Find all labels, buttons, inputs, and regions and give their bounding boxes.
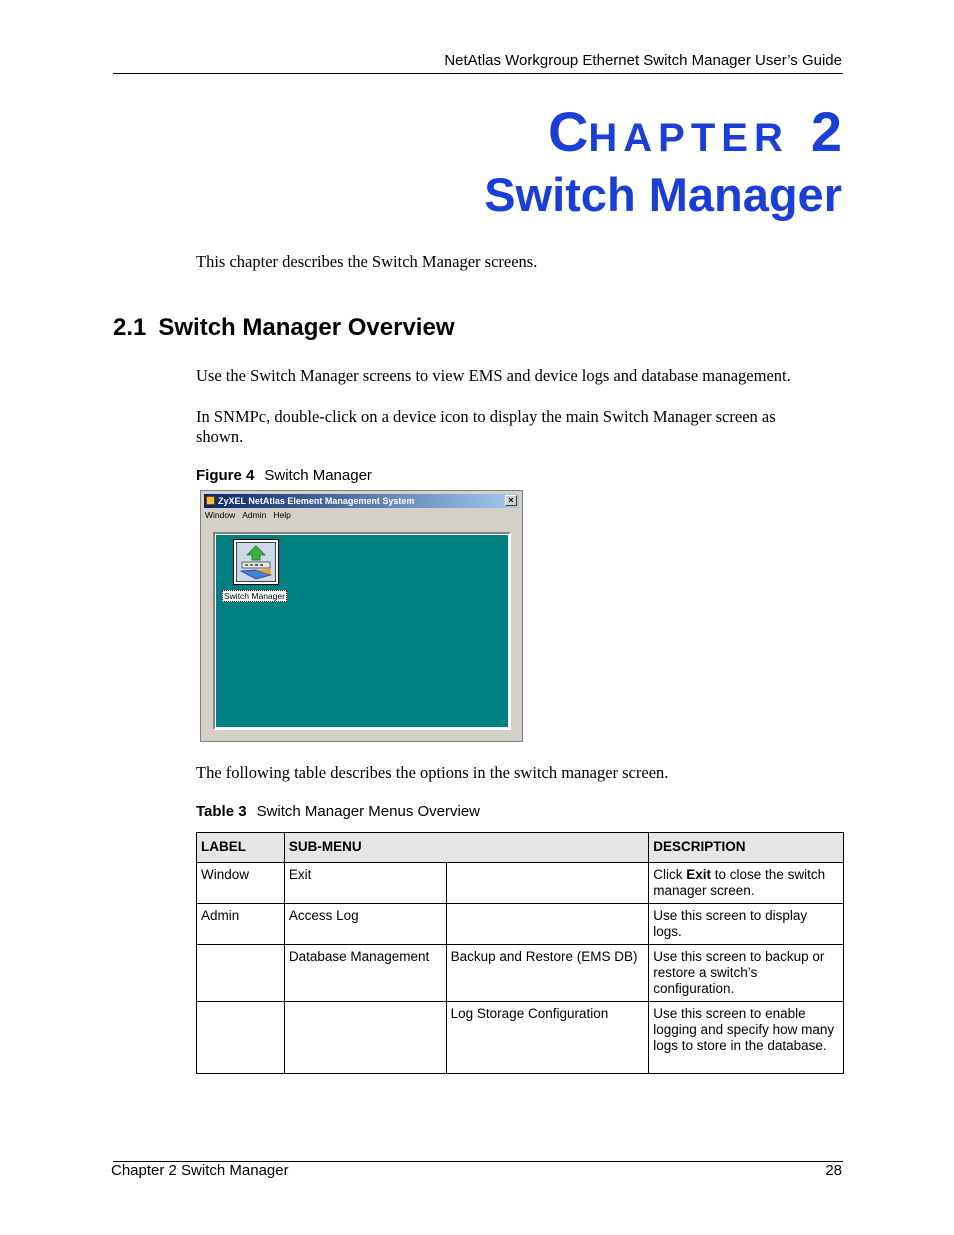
figure-caption xyxy=(196,466,372,486)
overview-paragraph-1: Use the Switch Manager screens to view EMS and device logs and database management. xyxy=(196,366,791,385)
switch-device-icon xyxy=(237,543,275,581)
cell-label xyxy=(197,1002,285,1074)
chapter-number: 2 xyxy=(810,100,842,163)
page-number: 28 xyxy=(825,1162,842,1179)
table-row xyxy=(197,945,844,1002)
header-rule xyxy=(113,73,843,74)
cell-description: Use this screen to backup or restore a switch’s configuration. xyxy=(649,945,844,1002)
cell-subsubmenu xyxy=(446,863,649,904)
chapter-word-rest: HAPTER xyxy=(588,116,789,160)
table-header-row xyxy=(197,833,844,863)
menu-window: Window xyxy=(205,510,236,520)
table-caption xyxy=(196,802,480,822)
cell-submenu: Access Log xyxy=(284,904,446,945)
switch-manager-screenshot xyxy=(200,490,523,742)
switch-manager-icon-label: Switch Manager xyxy=(224,591,285,601)
menus-overview-table xyxy=(196,832,844,1074)
cell-label: Window xyxy=(197,863,285,904)
table-row xyxy=(197,904,844,945)
header-description: DESCRIPTION xyxy=(649,833,844,863)
running-header: NetAtlas Workgroup Ethernet Switch Manager User’s Guide xyxy=(444,52,842,69)
chapter-word-initial: C xyxy=(547,100,589,163)
table-label: Table 3 xyxy=(196,803,247,820)
window-title: ZyXEL NetAtlas Element Management System xyxy=(218,496,415,506)
cell-submenu xyxy=(284,1002,446,1074)
section-title: Switch Manager Overview xyxy=(158,314,455,341)
cell-description: Use this screen to enable logging and specify how many logs to store in the database. xyxy=(649,1002,844,1074)
cell-description: Use this screen to display logs. xyxy=(649,904,844,945)
close-icon: × xyxy=(505,495,517,506)
table-row xyxy=(197,1002,844,1074)
desktop-area xyxy=(216,535,508,727)
section-heading xyxy=(113,312,454,344)
figure-caption-text: Switch Manager xyxy=(264,467,372,484)
window-titlebar xyxy=(204,494,519,508)
cell-submenu: Database Management xyxy=(284,945,446,1002)
intro-paragraph: This chapter describes the Switch Manager screens. xyxy=(196,252,538,271)
window-menubar xyxy=(205,509,298,522)
desktop-frame xyxy=(213,532,511,730)
section-number: 2.1 xyxy=(113,314,147,341)
cell-description: Click Exit to close the switch manager screen. xyxy=(649,863,844,904)
table-caption-text: Switch Manager Menus Overview xyxy=(256,803,480,820)
table-intro-paragraph: The following table describes the options in the switch manager screen. xyxy=(196,763,669,782)
cell-submenu: Exit xyxy=(284,863,446,904)
overview-paragraph-2: In SNMPc, double-click on a device icon to display the main Switch Manager screen as shown. xyxy=(196,407,776,446)
menu-help: Help xyxy=(273,510,291,520)
figure-label: Figure 4 xyxy=(196,467,255,484)
header-submenu: SUB-MENU xyxy=(284,833,648,863)
header-label: LABEL xyxy=(197,833,285,863)
app-title-icon xyxy=(206,496,215,505)
exit-keyword: Exit xyxy=(686,867,712,882)
menu-admin: Admin xyxy=(242,510,267,520)
footer-chapter: Chapter 2 Switch Manager xyxy=(111,1162,289,1179)
cell-label xyxy=(197,945,285,1002)
table-row xyxy=(197,863,844,904)
cell-label: Admin xyxy=(197,904,285,945)
cell-subsubmenu xyxy=(446,904,649,945)
switch-manager-icon xyxy=(233,539,279,585)
cell-subsubmenu: Backup and Restore (EMS DB) xyxy=(446,945,649,1002)
chapter-title: Switch Manager xyxy=(484,168,842,221)
cell-subsubmenu: Log Storage Configuration xyxy=(446,1002,649,1074)
